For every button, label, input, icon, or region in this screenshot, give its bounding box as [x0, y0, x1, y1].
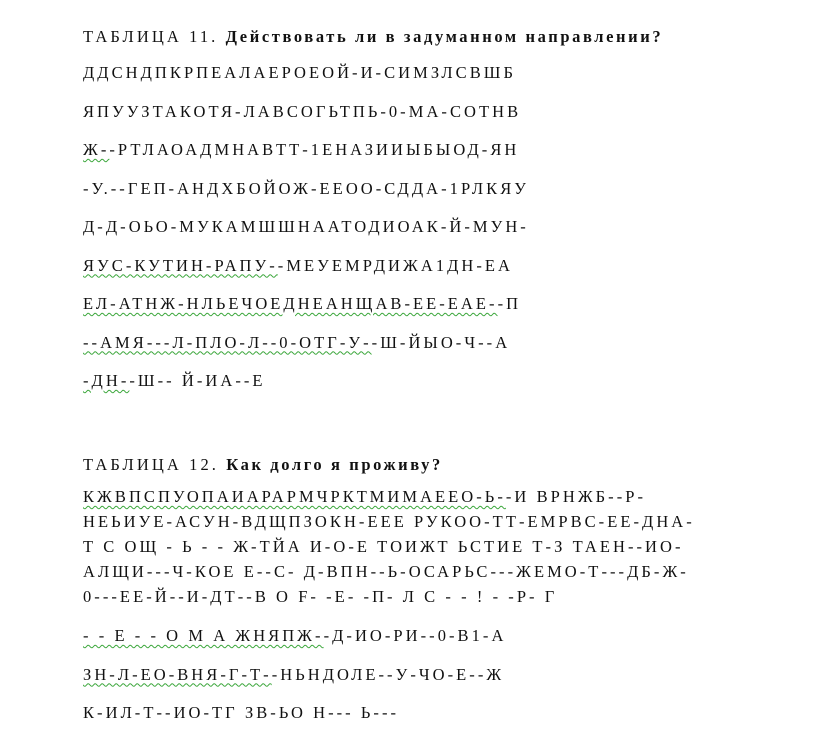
spellcheck-flagged-text: --АМЯ---Л-ПЛО-Л--0-ОТГ-У-	[83, 332, 372, 352]
table-12	[83, 454, 798, 742]
table-12-line-8	[83, 703, 798, 723]
cipher-text: Т С ОЩ - Ь - - Ж-ТЙА И-О-Е ТОИЖТ ЬСТИЕ Т-З ТАЕН--ИО-	[83, 537, 684, 556]
spellcheck-flagged-text: КЖВПСПУОПАИАРАРМЧРКТМИМАЕЕО-Ь-	[83, 487, 506, 506]
table-11-line-5	[83, 217, 798, 237]
table-11-line-7	[83, 294, 798, 314]
cipher-text: ДДСНДПКРПЕАЛАЕРОЕОЙ-И-СИМЗЛСВШБ	[83, 63, 516, 82]
cipher-text: -МЕУЕМРДИЖА1ДН-ЕА	[277, 255, 514, 275]
table-11-line-4	[83, 179, 798, 199]
cipher-text: -НЬНДОЛЕ--У-ЧО-Е--Ж	[271, 664, 505, 684]
table-12-question: Как долго я проживу?	[226, 455, 443, 474]
table-11-line-8	[83, 333, 798, 353]
table-12-line-7	[83, 665, 798, 685]
table-12-line-1	[83, 487, 798, 507]
cipher-text: АЛЩИ---Ч-КОЕ Е--С- Д-ВПН--Ь-ОСАРЬС---ЖЕМО-Т---ДБ-Ж-	[83, 562, 689, 581]
table-11-heading	[83, 26, 798, 48]
table-12-heading	[83, 454, 798, 476]
table-12-line-4	[83, 562, 798, 582]
cipher-text: -РТЛАОАДМНАВТТ-1ЕНАЗИИЫБЫОД-ЯН	[109, 140, 520, 159]
table-12-label: ТАБЛИЦА 12.	[83, 455, 220, 474]
table-11-lines	[83, 63, 798, 391]
table-12-line-2	[83, 512, 798, 532]
spellcheck-flagged-text: ЗН-Л-ЕО-ВНЯ-Г-Т-	[83, 664, 272, 684]
spellcheck-flagged-text: - - Е - - О М А ЖНЯПЖ-	[83, 626, 324, 645]
table-11-line-6	[83, 256, 798, 276]
cipher-text: -П	[497, 294, 522, 313]
table-12-line-5	[83, 587, 798, 607]
table-11-question: Действовать ли в задуманном направлении?	[225, 27, 664, 46]
cipher-text: К-ИЛ-Т--ИО-ТГ ЗВ-ЬО Н--- Ь---	[83, 703, 400, 722]
spellcheck-flagged-text: Ж-	[83, 140, 110, 159]
table-11-label: ТАБЛИЦА 11.	[83, 27, 219, 46]
table-12-line-3	[83, 537, 798, 557]
spellcheck-flagged-text: ЕЛ-АТНЖ-НЛЬЕЧОЕДНЕАНЩАВ-ЕЕ-ЕАЕ-	[83, 294, 498, 313]
table-11-line-1	[83, 63, 798, 83]
cipher-text: -И ВРНЖБ--Р-	[505, 487, 647, 506]
cipher-text: -Ш-ЙЫО-Ч--А	[371, 332, 511, 352]
table-11-line-3	[83, 140, 798, 160]
table-12-line-6	[83, 626, 798, 646]
cipher-text: ЯПУУЗТАКОТЯ-ЛАВСОГЬТПЬ-0-МА-СОТНВ	[83, 101, 522, 121]
cipher-text: 0---ЕЕ-Й--И-ДТ--В О F- -Е- -П- Л С - - ! - -Р- Г	[83, 587, 558, 606]
cipher-text: Д-Д-ОЬО-МУКАМШШНААТОДИОАК-Й-МУН-	[83, 217, 529, 236]
spellcheck-flagged-text: ЯУС-КУТИН-РАПУ-	[83, 255, 278, 275]
spellcheck-flagged-text: -ДН-	[83, 371, 130, 390]
table-12-lines	[83, 487, 798, 723]
table-11-line-2	[83, 102, 798, 122]
table-11-line-9	[83, 371, 798, 391]
cipher-text: НЕЬИУЕ-АСУН-ВДЩПЗОКН-ЕЕЕ РУКОО-ТТ-ЕМРВС-ЕЕ-ДНА-	[83, 512, 695, 531]
cipher-text: -Ш-- Й-ИА--Е	[129, 371, 266, 390]
cipher-text: -У.--ГЕП-АНДХБОЙОЖ-ЕЕОО-СДДА-1РЛКЯУ	[83, 178, 530, 198]
table-11	[83, 26, 798, 410]
cipher-text: -Д-ИО-РИ--0-В1-А	[323, 626, 507, 645]
